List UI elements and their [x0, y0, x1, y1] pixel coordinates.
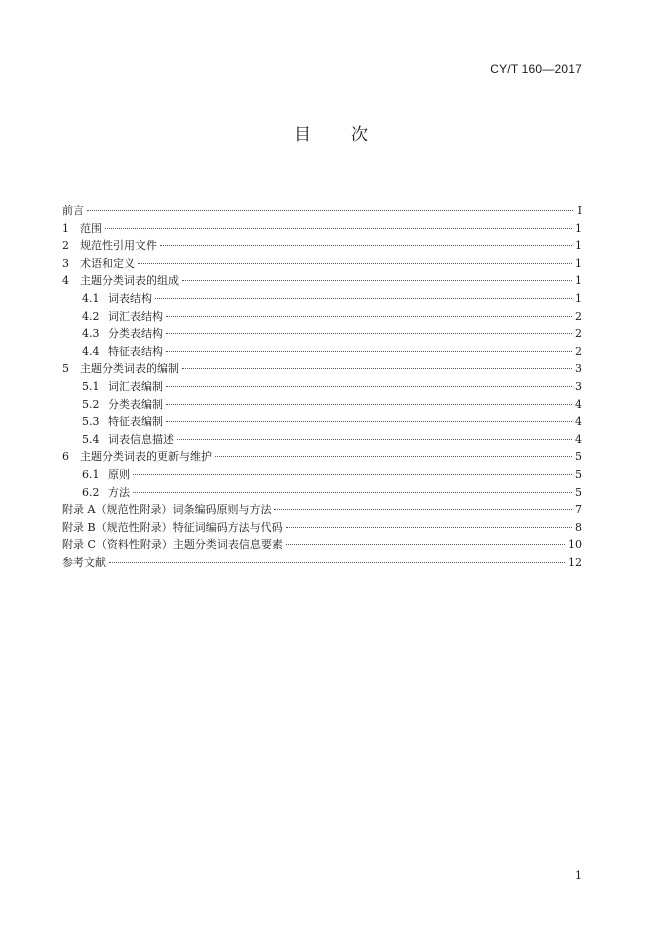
title-char-1: 目 — [294, 125, 311, 145]
dot-leader — [166, 351, 572, 352]
toc-entry-label: 规范性引用文件 — [80, 239, 157, 253]
dot-leader — [182, 280, 572, 281]
toc-entry-label: 词汇表结构 — [108, 309, 163, 323]
footer-page-number: 1 — [575, 869, 582, 882]
dot-leader — [160, 245, 572, 246]
dot-leader — [155, 298, 572, 299]
dot-leader — [286, 544, 565, 545]
toc-entry[interactable] — [62, 325, 582, 343]
dot-leader — [166, 333, 572, 334]
toc-entry-label: 词汇表编制 — [108, 379, 163, 393]
dot-leader — [166, 404, 572, 405]
toc-entry-page: 7 — [575, 503, 582, 517]
toc-entry[interactable] — [62, 448, 582, 466]
toc-entry-label: 词表结构 — [108, 291, 152, 305]
dot-leader — [133, 492, 572, 493]
toc-entry-label: 词表信息描述 — [108, 432, 174, 446]
toc-entry-label: 特征表编制 — [108, 415, 163, 429]
toc-entry-label: 特征表结构 — [108, 344, 163, 358]
toc-entry-page: 1 — [575, 256, 582, 270]
toc-entry-page: 1 — [575, 291, 582, 305]
toc-entry-number: 6 — [62, 450, 69, 464]
toc-entry-number: 5.3 — [82, 415, 100, 429]
toc-entry-label: 范围 — [80, 221, 102, 235]
dot-leader — [286, 527, 572, 528]
toc-entry-page: 3 — [575, 362, 582, 376]
toc-entry-label: 主题分类词表的更新与维护 — [80, 450, 212, 464]
dot-leader — [177, 439, 572, 440]
toc-entry-label: 原则 — [108, 467, 130, 481]
toc-entry-number: 3 — [62, 256, 69, 270]
dot-leader — [133, 474, 572, 475]
toc-entry[interactable] — [62, 431, 582, 449]
toc-entry-page: 10 — [568, 538, 582, 552]
dot-leader — [87, 210, 573, 211]
toc-entry[interactable] — [62, 396, 582, 414]
toc-entry[interactable] — [62, 413, 582, 431]
toc-entry[interactable] — [62, 484, 582, 502]
table-of-contents — [62, 202, 582, 571]
dot-leader — [109, 562, 565, 563]
toc-entry-page: 1 — [575, 221, 582, 235]
toc-entry-page: 1 — [575, 274, 582, 288]
toc-entry-page: 8 — [575, 520, 582, 534]
toc-entry-page: 2 — [575, 327, 582, 341]
toc-entry[interactable] — [62, 536, 582, 554]
toc-entry[interactable] — [62, 554, 582, 572]
toc-entry[interactable] — [62, 343, 582, 361]
toc-entry[interactable] — [62, 255, 582, 273]
dot-leader — [166, 316, 572, 317]
toc-entry[interactable] — [62, 202, 582, 220]
toc-entry-number: 4.3 — [82, 327, 100, 341]
toc-entry-page: 5 — [575, 485, 582, 499]
toc-entry-page: 5 — [575, 450, 582, 464]
toc-entry-label: 分类表编制 — [108, 397, 163, 411]
toc-entry-number: 5 — [62, 362, 69, 376]
toc-entry[interactable] — [62, 466, 582, 484]
dot-leader — [166, 386, 572, 387]
toc-entry-number: 4 — [62, 274, 69, 288]
dot-leader — [182, 368, 572, 369]
toc-entry-number: 4.1 — [82, 291, 100, 305]
dot-leader — [105, 228, 572, 229]
toc-entry-label: 术语和定义 — [80, 256, 135, 270]
toc-entry-page: 4 — [575, 415, 582, 429]
dot-leader — [215, 456, 572, 457]
toc-entry-page: 4 — [575, 397, 582, 411]
toc-entry[interactable] — [62, 220, 582, 238]
dot-leader — [274, 509, 572, 510]
toc-entry-number: 6.1 — [82, 467, 100, 481]
toc-entry-label: 前言 — [62, 204, 84, 217]
toc-entry[interactable] — [62, 360, 582, 378]
toc-entry-number: 1 — [62, 221, 69, 235]
toc-entry-page: 2 — [575, 309, 582, 323]
toc-entry[interactable] — [62, 501, 582, 519]
toc-entry-number: 5.4 — [82, 432, 100, 446]
toc-entry-page: I — [577, 204, 582, 217]
toc-entry-page: 5 — [575, 467, 582, 481]
dot-leader — [138, 263, 572, 264]
toc-entry-page: 2 — [575, 344, 582, 358]
toc-entry-page: 3 — [575, 379, 582, 393]
toc-entry[interactable] — [62, 237, 582, 255]
page-title — [0, 120, 662, 145]
toc-entry-label: 参考文献 — [62, 555, 106, 569]
toc-entry-number: 5.1 — [82, 379, 100, 393]
toc-entry[interactable] — [62, 290, 582, 308]
toc-entry-page: 12 — [568, 555, 582, 569]
dot-leader — [166, 421, 572, 422]
toc-entry-number: 4.2 — [82, 309, 100, 323]
toc-entry[interactable] — [62, 272, 582, 290]
toc-entry[interactable] — [62, 308, 582, 326]
toc-entry-label: 主题分类词表的组成 — [80, 274, 179, 288]
toc-entry-label: 方法 — [108, 485, 130, 499]
title-char-2: 次 — [351, 125, 368, 145]
toc-entry-label: 附录 A（规范性附录）词条编码原则与方法 — [62, 503, 272, 517]
toc-entry-number: 6.2 — [82, 485, 100, 499]
toc-entry-label: 分类表结构 — [108, 327, 163, 341]
toc-entry[interactable] — [62, 378, 582, 396]
toc-entry-page: 4 — [575, 432, 582, 446]
toc-entry-page: 1 — [575, 239, 582, 253]
toc-entry[interactable] — [62, 519, 582, 537]
toc-entry-number: 2 — [62, 239, 69, 253]
toc-entry-number: 5.2 — [82, 397, 100, 411]
toc-entry-label: 主题分类词表的编制 — [80, 362, 179, 376]
toc-entry-label: 附录 B（规范性附录）特征词编码方法与代码 — [62, 520, 283, 534]
toc-entry-label: 附录 C（资料性附录）主题分类词表信息要素 — [62, 538, 283, 552]
standard-code: CY/T 160—2017 — [490, 62, 582, 76]
toc-entry-number: 4.4 — [82, 344, 100, 358]
